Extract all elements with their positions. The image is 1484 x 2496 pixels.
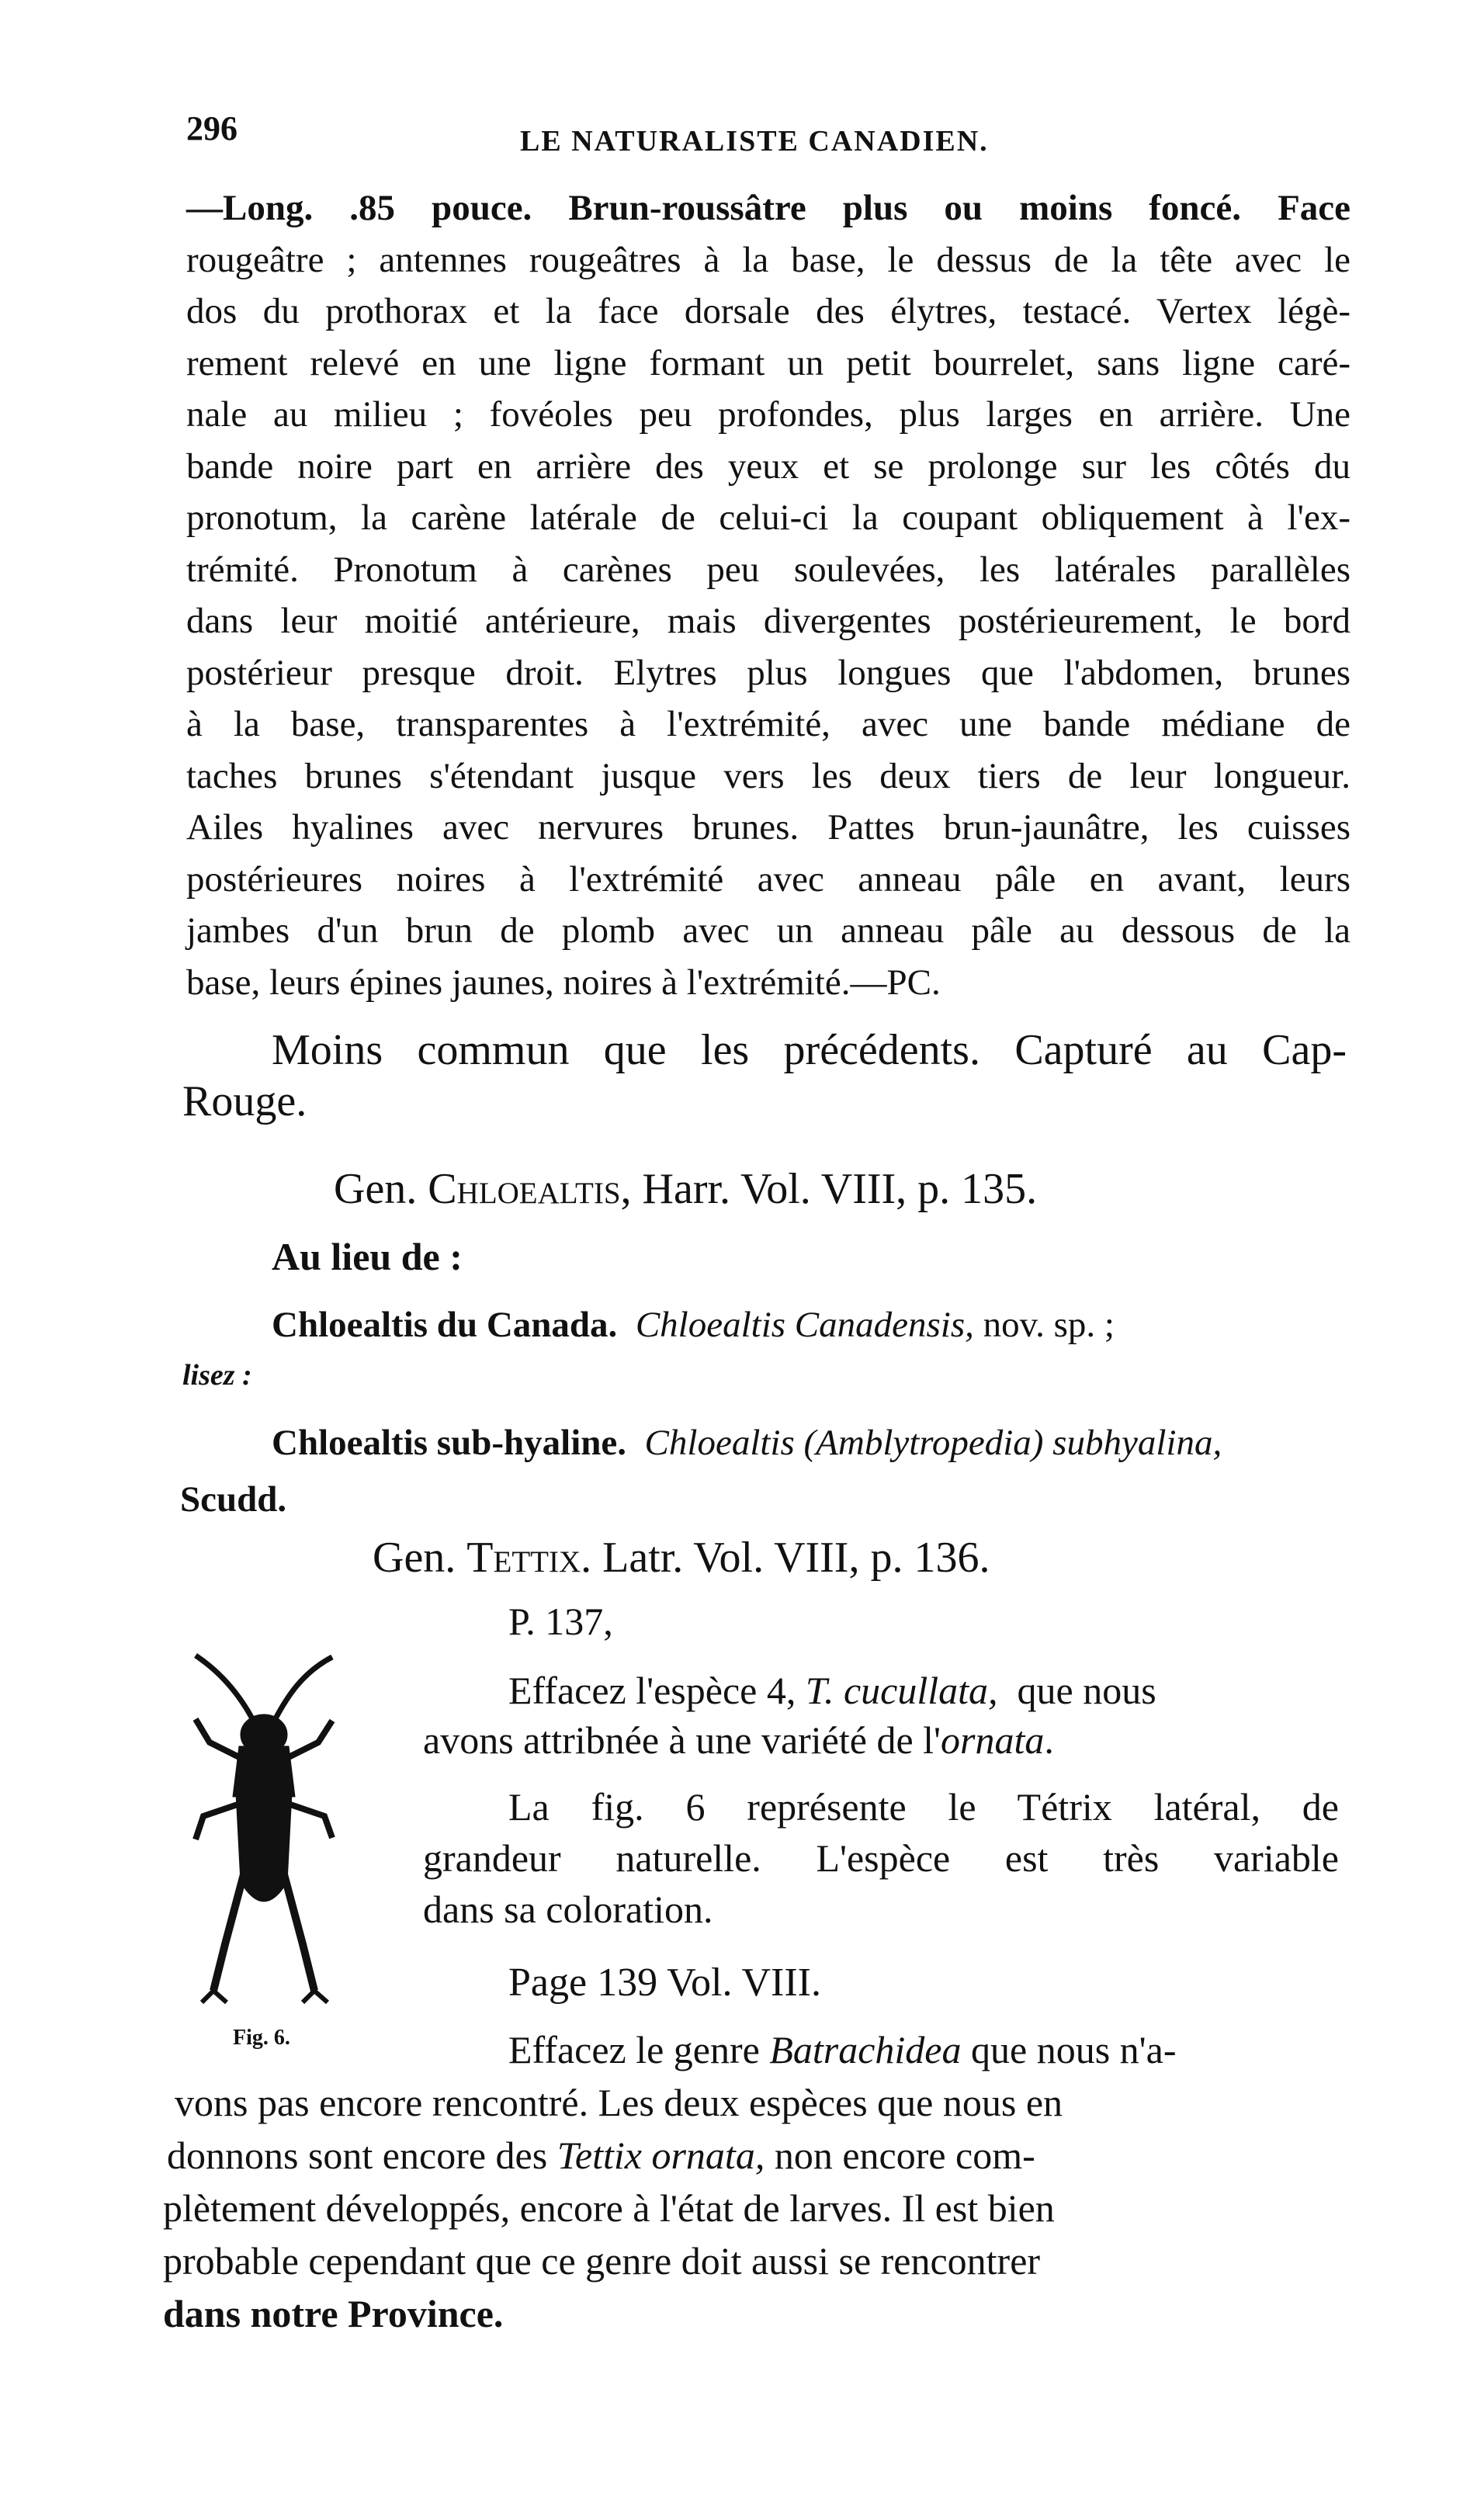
text-line: jambes d'un brun de plomb avec un anneau pâle au dessous de la (186, 910, 1351, 951)
genus-heading-chloealtis: Gen. Chloealtis, Harr. Vol. VIII, p. 135. (334, 1165, 1038, 1213)
text-line: postérieur presque droit. Elytres plus longues que l'abdomen, brunes (186, 652, 1351, 693)
text-line: La fig. 6 représente le Tétrix latéral, de (508, 1785, 1339, 1829)
right-entry: Chloealtis sub-hyaline. Chloealtis (Amblytropedia) subhyalina, (272, 1423, 1222, 1463)
text-line: Rouge. (182, 1077, 307, 1125)
genus-heading-tettix: Gen. Tettix. Latr. Vol. VIII, p. 136. (373, 1534, 990, 1582)
final-line-4: plètement développés, encore à l'état de larves. Il est bien (163, 2186, 1055, 2230)
text-line: Ailes hyalines avec nervures brunes. Pattes brun-jaunâtre, les cuisses (186, 807, 1351, 848)
final-line-1: Effacez le genre Batrachidea que nous n'a- (508, 2028, 1177, 2071)
text-line: rement relevé en une ligne formant un petit bourrelet, sans ligne caré- (186, 342, 1351, 383)
text-line: bande noire part en arrière des yeux et se prolonge sur les côtés du (186, 445, 1351, 487)
final-line-2: vons pas encore rencontré. Les deux espèces que nous en (175, 2081, 1063, 2124)
figure-description (423, 1781, 1339, 1935)
figure-caption: Fig. 6. (233, 2026, 290, 2050)
text-line: à la base, transparentes à l'extrémité, avec une bande médiane de (186, 704, 1351, 744)
text-line: base, leurs épines jaunes, noires à l'extrémité.—PC. (186, 962, 941, 1003)
text-line: postérieures noires à l'extrémité avec anneau pâle en avant, leurs (186, 858, 1351, 900)
text-line: nale au milieu ; fovéoles peu profondes, plus larges en arrière. Une (186, 394, 1351, 435)
running-title: LE NATURALISTE CANADIEN. (520, 125, 989, 158)
page-ref-137: P. 137, (508, 1600, 613, 1643)
grasshopper-figure-icon (179, 1649, 349, 2006)
text-line: pronotum, la carène latérale de celui-ci la coupant obliquement à l'ex- (186, 497, 1351, 538)
text-line: dans leur moitié antérieure, mais divergentes postérieurement, le bord (186, 601, 1351, 641)
wrong-entry: Chloealtis du Canada. Chloealtis Canadensis, nov. sp. ; (272, 1305, 1115, 1345)
effacez-cucullata: Effacez l'espèce 4, T. cucullata, que nous (508, 1669, 1156, 1712)
species-description (186, 182, 1351, 1008)
effacez-cucullata-line2: avons attribnée à une variété de l'ornata. (423, 1718, 1054, 1762)
text-line: —Long. .85 pouce. Brun-roussâtre plus ou moins foncé. Face (186, 188, 1351, 228)
au-lieu-de: Au lieu de : (272, 1235, 463, 1278)
final-line-6: dans notre Province. (163, 2292, 504, 2335)
final-line-3: donnons sont encore des Tettix ornata, non encore com- (167, 2134, 1035, 2177)
text-line: dos du prothorax et la face dorsale des élytres, testacé. Vertex légè- (186, 291, 1351, 331)
genus-name: Tettix (466, 1534, 581, 1582)
text-line: rougeâtre ; antennes rougeâtres à la base, le dessus de la tête avec le (186, 239, 1351, 280)
remark-paragraph (182, 1024, 1347, 1127)
lisez-label: lisez : (182, 1359, 252, 1392)
text-line: Moins commun que les précédents. Capturé au Cap- (272, 1026, 1347, 1074)
text-line: grandeur naturelle. L'espèce est très variable (423, 1836, 1339, 1880)
page-ref-139: Page 139 Vol. VIII. (508, 1960, 821, 2005)
page-number: 296 (186, 109, 238, 147)
genus-name: Chloealtis (428, 1165, 621, 1213)
right-entry-author: Scudd. (180, 1479, 287, 1520)
final-line-5: probable cependant que ce genre doit aussi se rencontrer (163, 2239, 1041, 2283)
text-line: taches brunes s'étendant jusque vers les deux tiers de leur longueur. (186, 755, 1351, 796)
text-line: dans sa coloration. (423, 1888, 713, 1931)
text-line: trémité. Pronotum à carènes peu soulevées, les latérales parallèles (186, 549, 1351, 590)
